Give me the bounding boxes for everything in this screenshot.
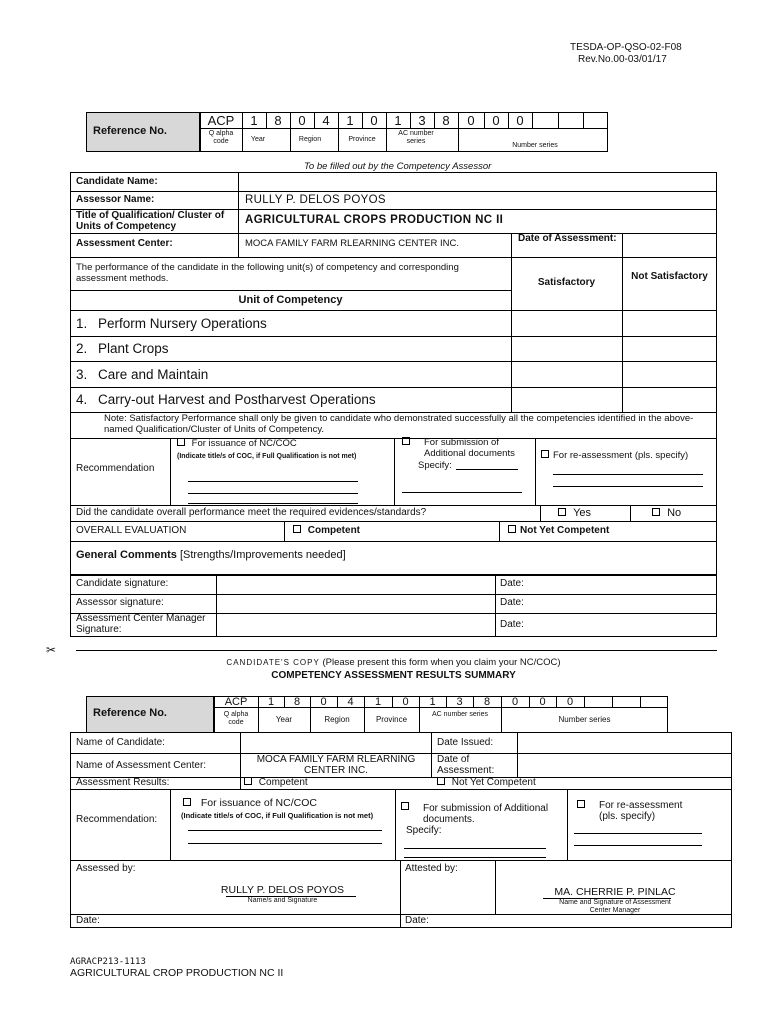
qualification-label: Title of Qualification/ Cluster of Units of Competency xyxy=(76,210,225,232)
reference-digit: 1 xyxy=(374,696,382,708)
date-label: Date: xyxy=(500,597,524,608)
manager-signature-label: Assessment Center Manager Signature: xyxy=(76,613,206,635)
ref-label-ac-number: AC number series xyxy=(431,711,489,718)
date-label: Date: xyxy=(500,619,524,630)
checkbox-icon[interactable] xyxy=(402,437,410,445)
candidates-copy-heading: CANDIDATE'S COPY (Please present this form when you claim your NC/COC) xyxy=(226,657,561,668)
unit-label: Perform Nursery Operations xyxy=(98,316,267,331)
reference-digit: 0 xyxy=(320,696,327,708)
issuance-option[interactable]: For issuance of NC/COC xyxy=(183,797,317,809)
unit-label: Carry-out Harvest and Postharvest Operations xyxy=(98,392,376,407)
scissors-icon: ✂ xyxy=(46,643,57,657)
reference-digit: 8 xyxy=(483,696,491,708)
unit-number: 3. xyxy=(76,367,88,382)
unit-label: Plant Crops xyxy=(98,341,169,356)
ref-label-region: Region xyxy=(324,715,350,724)
assessment-center-label: Name of Assessment Center: xyxy=(76,760,207,771)
reassessment-option[interactable]: For re-assessment (pls. specify) xyxy=(541,450,688,462)
manager-signature-caption: Name and Signature of Assessment Center Manager xyxy=(559,899,671,914)
ref-label-ac-number: AC number series xyxy=(398,130,434,145)
satisfactory-header: Satisfactory xyxy=(537,277,596,288)
assessment-center-value: MOCA FAMILY FARM RLEARNING CENTER INC. xyxy=(256,754,416,776)
reference-digit: 0 xyxy=(467,113,475,128)
footer-code: AGRACP213-1113 xyxy=(70,957,146,967)
date-label: Date: xyxy=(405,915,429,926)
overall-performance-question: Did the candidate overall performance meet the required evidences/standards? xyxy=(76,507,427,518)
assessed-by-label: Assessed by: xyxy=(76,863,136,874)
assessment-results-label: Assessment Results: xyxy=(76,777,170,788)
assessment-center-label: Assessment Center: xyxy=(76,238,173,249)
candidate-name-label: Candidate Name: xyxy=(76,176,158,187)
date-of-assessment-label: Date of Assessment: xyxy=(437,754,495,776)
competent-option[interactable]: Competent xyxy=(244,777,308,788)
candidate-name-field[interactable] xyxy=(244,176,714,190)
checkbox-icon[interactable] xyxy=(177,438,185,446)
reference-digit: 0 xyxy=(492,113,500,128)
attested-by-label: Attested by: xyxy=(405,863,458,874)
summary-title: COMPETENCY ASSESSMENT RESULTS SUMMARY xyxy=(271,670,516,681)
reassessment-label: For re-assessment (pls. specify) xyxy=(599,800,683,822)
ref-label-region: Region xyxy=(298,136,322,143)
checkbox-icon[interactable] xyxy=(577,800,585,808)
cut-line xyxy=(76,650,717,651)
reference-digit: 0 xyxy=(566,696,574,708)
date-of-assessment-label: Date of Assessment: xyxy=(518,233,617,244)
unit-number: 2. xyxy=(76,341,88,356)
date-issued-label: Date Issued: xyxy=(437,737,494,748)
assessor-name-value: RULLY P. DELOS POYOS xyxy=(220,884,345,896)
manager-name-value: MA. CHERRIE P. PINLAC xyxy=(554,886,676,898)
issuance-option[interactable]: For issuance of NC/COC xyxy=(177,438,297,450)
ref-label-q-alpha: Q alpha code xyxy=(208,130,234,145)
reference-digit: 8 xyxy=(293,696,301,708)
ref-label-province: Province xyxy=(348,136,376,143)
reference-digit: 0 xyxy=(298,113,306,128)
not-satisfactory-header: Not Satisfactory xyxy=(631,271,708,282)
recommendation-label: Recommendation xyxy=(76,463,155,474)
ref-label-number-series: Number series xyxy=(558,715,611,724)
checkbox-icon[interactable] xyxy=(437,777,445,785)
reference-digit: 0 xyxy=(516,113,524,128)
assessor-signature-label: Assessor signature: xyxy=(76,597,164,608)
revision-number: Rev.No.00-03/01/17 xyxy=(578,54,667,65)
candidate-signature-label: Candidate signature: xyxy=(76,578,169,589)
assessor-name-label: Assessor Name: xyxy=(76,194,155,205)
checkbox-icon[interactable] xyxy=(652,508,660,516)
reference-digit: 1 xyxy=(429,696,436,708)
checkbox-icon[interactable] xyxy=(293,525,301,533)
reference-digit: 0 xyxy=(402,696,409,708)
reference-digit: 0 xyxy=(539,696,546,708)
reference-digit: 3 xyxy=(418,113,426,128)
qualification-value: AGRICULTURAL CROPS PRODUCTION NC II xyxy=(245,214,504,226)
unit-number: 1. xyxy=(76,316,88,331)
checkbox-icon[interactable] xyxy=(183,798,191,806)
indicate-title-note: (Indicate title/s of COC, if Full Qualification is not met) xyxy=(177,453,357,460)
reference-digit: 4 xyxy=(347,696,354,708)
ref-label-year: Year xyxy=(250,136,266,143)
date-of-assessment-field[interactable] xyxy=(625,236,713,254)
checkbox-icon[interactable] xyxy=(508,525,516,533)
performance-description: The performance of the candidate in the following unit(s) of competency and corresponding assessment methods. xyxy=(76,262,459,284)
reference-digit: 0 xyxy=(511,696,519,708)
ref-label-province: Province xyxy=(375,715,408,724)
ref-label-q-alpha: Q alpha code xyxy=(223,711,249,726)
reference-digit: 1 xyxy=(394,113,402,128)
date-label: Date: xyxy=(500,578,524,589)
yes-option[interactable]: Yes xyxy=(558,507,591,519)
reference-label: Reference No. xyxy=(93,125,167,137)
indicate-title-note: (Indicate title/s of COC, if Full Qualification is not met) xyxy=(181,811,374,820)
submission-option[interactable] xyxy=(402,437,417,449)
recommendation-label: Recommendation: xyxy=(76,814,158,825)
competent-option[interactable]: Competent xyxy=(293,525,360,537)
reference-digit: 8 xyxy=(442,113,450,128)
reference-digit: ACP xyxy=(224,696,248,708)
unit-of-competency-header: Unit of Competency xyxy=(238,294,343,306)
reference-digit: 4 xyxy=(322,113,330,128)
ref-label-number-series: Number series xyxy=(512,142,558,149)
assessor-note: To be filled out by the Competency Assessor xyxy=(304,161,492,172)
assessor-name-value: RULLY P. DELOS POYOS xyxy=(245,194,386,206)
reference-digit: 1 xyxy=(250,113,258,128)
reference-digit: 8 xyxy=(274,113,282,128)
reference-digit: 1 xyxy=(267,696,275,708)
reference-digit: 1 xyxy=(346,113,354,128)
submission-option[interactable] xyxy=(401,802,413,814)
checkbox-icon[interactable] xyxy=(558,508,566,516)
not-yet-competent-option[interactable]: Not Yet Competent xyxy=(437,777,536,788)
assessment-center-value: MOCA FAMILY FARM RLEARNING CENTER INC. xyxy=(245,238,459,249)
date-label: Date: xyxy=(76,915,100,926)
not-yet-competent-option[interactable]: Not Yet Competent xyxy=(508,525,609,537)
note-text: Note: Satisfactory Performance shall only be given to candidate who demonstrated successfully all the competencies identified in the above-named Qualification/Cluster of Units of Competency. xyxy=(104,413,694,435)
reference-digit: 0 xyxy=(370,113,378,128)
reference-label: Reference No. xyxy=(93,707,167,719)
assessor-signature-caption: Name/s and Signature xyxy=(247,897,318,904)
footer-title: AGRICULTURAL CROP PRODUCTION NC II xyxy=(70,967,284,979)
unit-label: Care and Maintain xyxy=(98,367,209,382)
submission-label: For submission of Additional documents xyxy=(424,437,515,459)
unit-number: 4. xyxy=(76,392,88,407)
general-comments: General Comments [Strengths/Improvements needed] xyxy=(76,549,346,561)
overall-evaluation-label: OVERALL EVALUATION xyxy=(76,525,187,536)
checkbox-icon[interactable] xyxy=(541,450,549,458)
checkbox-icon[interactable] xyxy=(401,802,409,810)
no-option[interactable]: No xyxy=(652,507,681,519)
form-code: TESDA-OP-QSO-02-F08 xyxy=(570,42,682,53)
reference-digit: ACP xyxy=(207,113,235,128)
candidate-name-label: Name of Candidate: xyxy=(76,737,165,748)
reference-digit: 3 xyxy=(456,696,463,708)
reassessment-option[interactable] xyxy=(577,800,589,812)
checkbox-icon[interactable] xyxy=(244,777,252,785)
specify-label: Specify: xyxy=(418,460,452,471)
ref-label-year: Year xyxy=(275,715,293,724)
specify-label: Specify: xyxy=(406,825,442,836)
submission-label: For submission of Additional documents. xyxy=(423,803,549,825)
